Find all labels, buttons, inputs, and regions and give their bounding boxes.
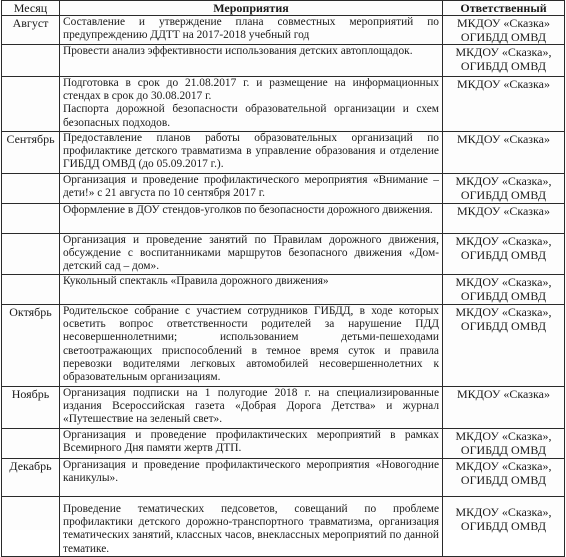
event-cell: Родительское собрание с участием сотрудников ГИБДД, в ходе которых осветить вопрос ответственности родителей за нарушение ПДД несовершеннолетними; использованием детьми-пешеходами светоотражающих приспособлений в темное время суток и правила перевозки водителями легковых автомобилей несовершеннолетних к образовательным организациям. [60,305,443,387]
table-row [2,497,565,557]
table-row [2,45,565,77]
month-cell: Ноябрь [2,387,60,429]
month-cell [2,45,60,77]
responsible-line: МКДОУ «Сказка», [455,429,552,443]
event-cell: Провести анализ эффективности использования детских автоплощадок. [60,45,443,77]
month-cell [2,204,60,234]
responsible-cell [443,459,565,497]
table-header-row [2,1,565,16]
responsible-line: МКДОУ «Сказка» [456,387,551,401]
table-row [2,305,565,387]
responsible-line: МКДОУ «Сказка», [455,174,552,188]
month-cell: Август [2,16,60,45]
event-cell: Организация и проведение профилактического мероприятия «Внимание – дети!» с 21 августа по 10 сентября 2017 г. [60,174,443,204]
responsible-line: ОГИБДД ОМВД [460,30,547,44]
responsible-cell [443,429,565,459]
responsible-line: ОГИБДД ОМВД [460,473,547,487]
event-text: Паспорта дорожной безопасности образовательной организации и схем безопасных подходов. [63,103,439,129]
table-row [2,204,565,234]
responsible-cell [443,174,565,204]
responsible-cell [443,497,565,557]
responsible-cell [443,16,565,45]
responsible-line: ОГИБДД ОМВД [460,289,547,303]
responsible-cell [443,234,565,275]
event-cell: Организация подписки на 1 полугодие 2018 г. на специализированные издания Всероссийская газета «Добрая Дорога Детства» и журнал «Путешествие на зеленый свет». [60,387,443,429]
responsible-line: ОГИБДД ОМВД [460,319,547,333]
responsible-line: ОГИБДД ОМВД [460,248,547,262]
month-cell: Сентябрь [2,132,60,174]
month-cell [2,429,60,459]
table-row [2,16,565,45]
responsible-line: МКДОУ «Сказка» [456,16,551,30]
table-row [2,459,565,497]
header-events: Мероприятия [60,1,443,16]
responsible-cell [443,387,565,429]
event-cell: Организация и проведение профилактических мероприятий в рамках Всемирного Дня памяти жертв ДТП. [60,429,443,459]
responsible-cell [443,45,565,77]
responsible-line: МКДОУ «Сказка» [456,77,551,91]
responsible-line: ОГИБДД ОМВД [460,188,547,202]
table-row [2,132,565,174]
responsible-line: МКДОУ «Сказка», [455,45,552,59]
responsible-line: МКДОУ «Сказка», [455,234,552,248]
responsible-cell [443,77,565,132]
table-row [2,429,565,459]
event-cell: Организация и проведение занятий по Правилам дорожного движения, обсуждение с воспитанниками маршрутов безопасного движения «Дом-детский сад – дом». [60,234,443,275]
responsible-cell [443,275,565,305]
month-cell: Декабрь [2,459,60,497]
month-cell: Октябрь [2,305,60,387]
header-responsible: Ответственный [443,1,565,16]
table-row [2,387,565,429]
table-row [2,275,565,305]
table-row [2,174,565,204]
event-cell: Организация и проведение профилактического мероприятия «Новогодние каникулы». [60,459,443,497]
event-cell: Оформление в ДОУ стендов-уголков по безопасности дорожного движения. [60,204,443,234]
event-cell: Предоставление планов работы образовательных организаций по профилактике детского травматизма в управление образования и отделение ГИБДД ОМВД (до 05.09.2017 г.). [60,132,443,174]
month-cell [2,234,60,275]
event-cell: Проведение тематических педсоветов, совещаний по проблеме профилактики детского дорожно-транспортного травматизма, организация тематических занятий, классных часов, внеклассных мероприятий по данной тематике. [60,497,443,557]
header-month: Месяц [2,1,60,16]
responsible-cell [443,204,565,234]
month-cell [2,275,60,305]
responsible-line: МКДОУ «Сказка» [456,204,551,218]
event-cell [60,77,443,132]
responsible-line: МКДОУ «Сказка», [455,305,552,319]
events-plan-table [1,0,565,557]
month-cell [2,174,60,204]
event-cell: Кукольный спектакль «Правила дорожного движения» [60,275,443,305]
event-cell: Составление и утверждение плана совместных мероприятий по предупреждению ДДТТ на 2017-2018 учебный год [60,16,443,45]
responsible-line: ОГИБДД ОМВД [460,519,547,533]
responsible-cell [443,305,565,387]
responsible-line: МКДОУ «Сказка», [455,505,552,519]
responsible-line: МКДОУ «Сказка» [456,132,551,146]
month-cell [2,77,60,132]
responsible-line: ОГИБДД ОМВД [460,59,547,73]
responsible-line: ОГИБДД ОМВД [460,443,547,457]
table-row [2,77,565,132]
responsible-line: МКДОУ «Сказка», [455,275,552,289]
table-row [2,234,565,275]
responsible-line: МКДОУ «Сказка», [455,459,552,473]
month-cell [2,497,60,557]
event-text: Подготовка в срок до 21.08.2017 г. и размещение на информационных стендах в срок до 30.08.2017 г. [63,77,439,103]
responsible-cell [443,132,565,174]
